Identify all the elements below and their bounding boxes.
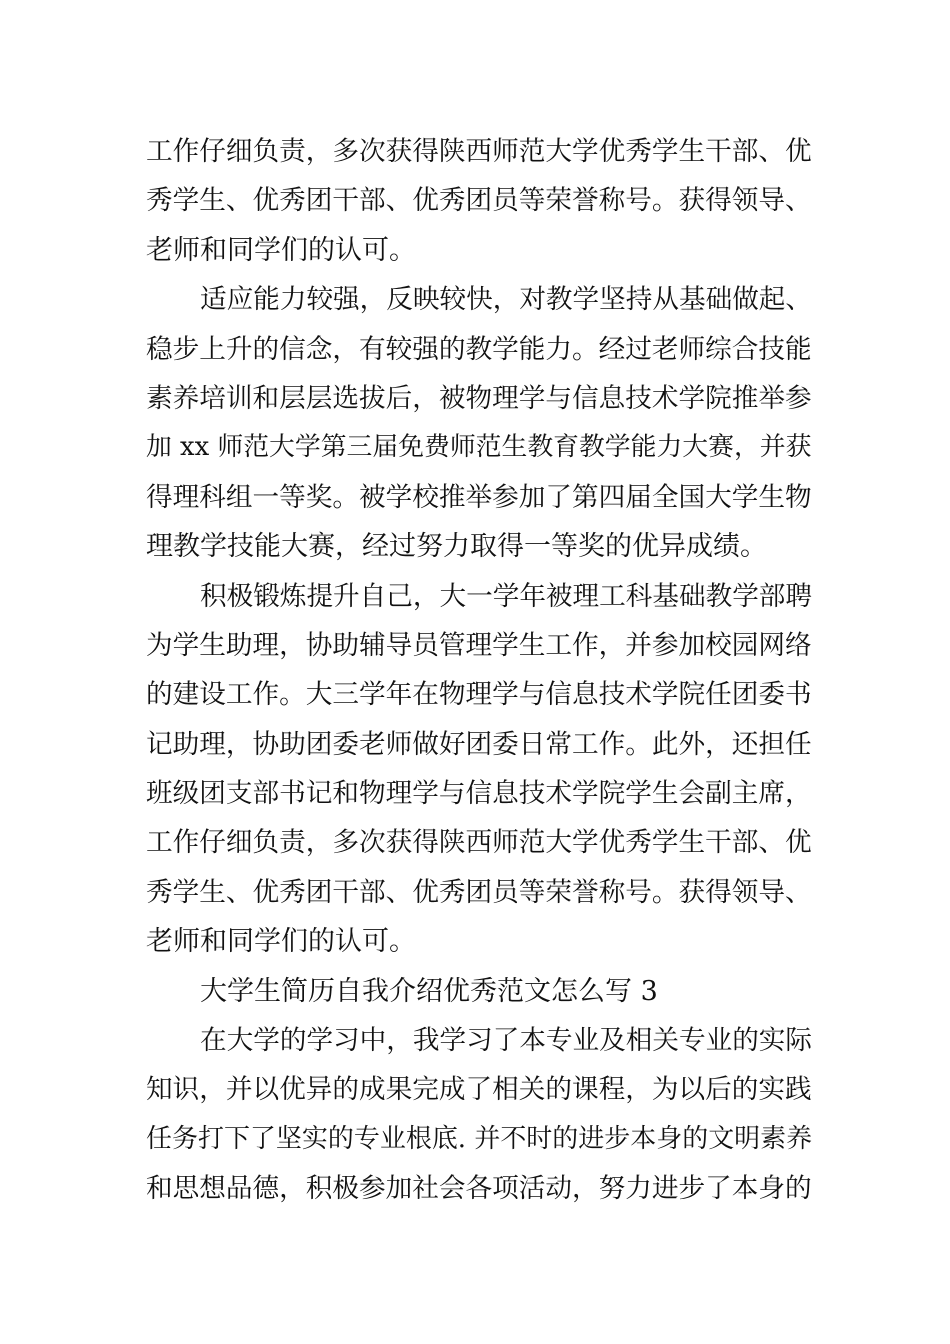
text-line: 工作仔细负责，多次获得陕西师范大学优秀学生干部、优 [146,827,812,859]
text-line: 记助理，协助团委老师做好团委日常工作。此外，还担任 [146,728,812,760]
text-line: 老师和同学们的认可。 [146,926,416,958]
text-line: 为学生助理，协助辅导员管理学生工作，并参加校园网络 [146,629,812,661]
text-line: 素养培训和层层选拔后，被物理学与信息技术学院推举参 [146,382,812,414]
text-line: 加 xx 师范大学第三届免费师范生教育教学能力大赛，并获 [146,432,812,463]
text-line: 的建设工作。大三学年在物理学与信息技术学院任团委书 [146,679,812,711]
text-line: 稳步上升的信念，有较强的教学能力。经过老师综合技能 [146,333,812,365]
text-line: 任务打下了坚实的专业根底. 并不时的进步本身的文明素养 [146,1123,813,1154]
paragraph-start-line: 在大学的学习中，我学习了本专业及相关专业的实际 [200,1025,813,1057]
text-line: 得理科组一等奖。被学校推举参加了第四届全国大学生物 [146,481,812,513]
text-line: 秀学生、优秀团干部、优秀团员等荣誉称号。获得领导、 [146,185,812,217]
section-heading: 大学生简历自我介绍优秀范文怎么写 3 [200,975,658,1007]
text-line: 班级团支部书记和物理学与信息技术学院学生会副主席， [146,778,812,810]
text-line: 老师和同学们的认可。 [146,234,416,266]
document-body [146,127,812,1214]
text-line: 秀学生、优秀团干部、优秀团员等荣誉称号。获得领导、 [146,876,812,908]
text-line: 理教学技能大赛，经过努力取得一等奖的优异成绩。 [146,531,767,563]
text-line: 知识，并以优异的成果完成了相关的课程，为以后的实践 [146,1074,812,1106]
paragraph-start-line: 积极锻炼提升自己，大一学年被理工科基础教学部聘 [200,580,813,612]
paragraph-start-line: 适应能力较强，反映较快，对教学坚持从基础做起、 [200,284,813,316]
text-line: 工作仔细负责，多次获得陕西师范大学优秀学生干部、优 [146,136,812,167]
text-line: 和思想品德，积极参加社会各项活动，努力进步了本身的 [146,1173,812,1205]
